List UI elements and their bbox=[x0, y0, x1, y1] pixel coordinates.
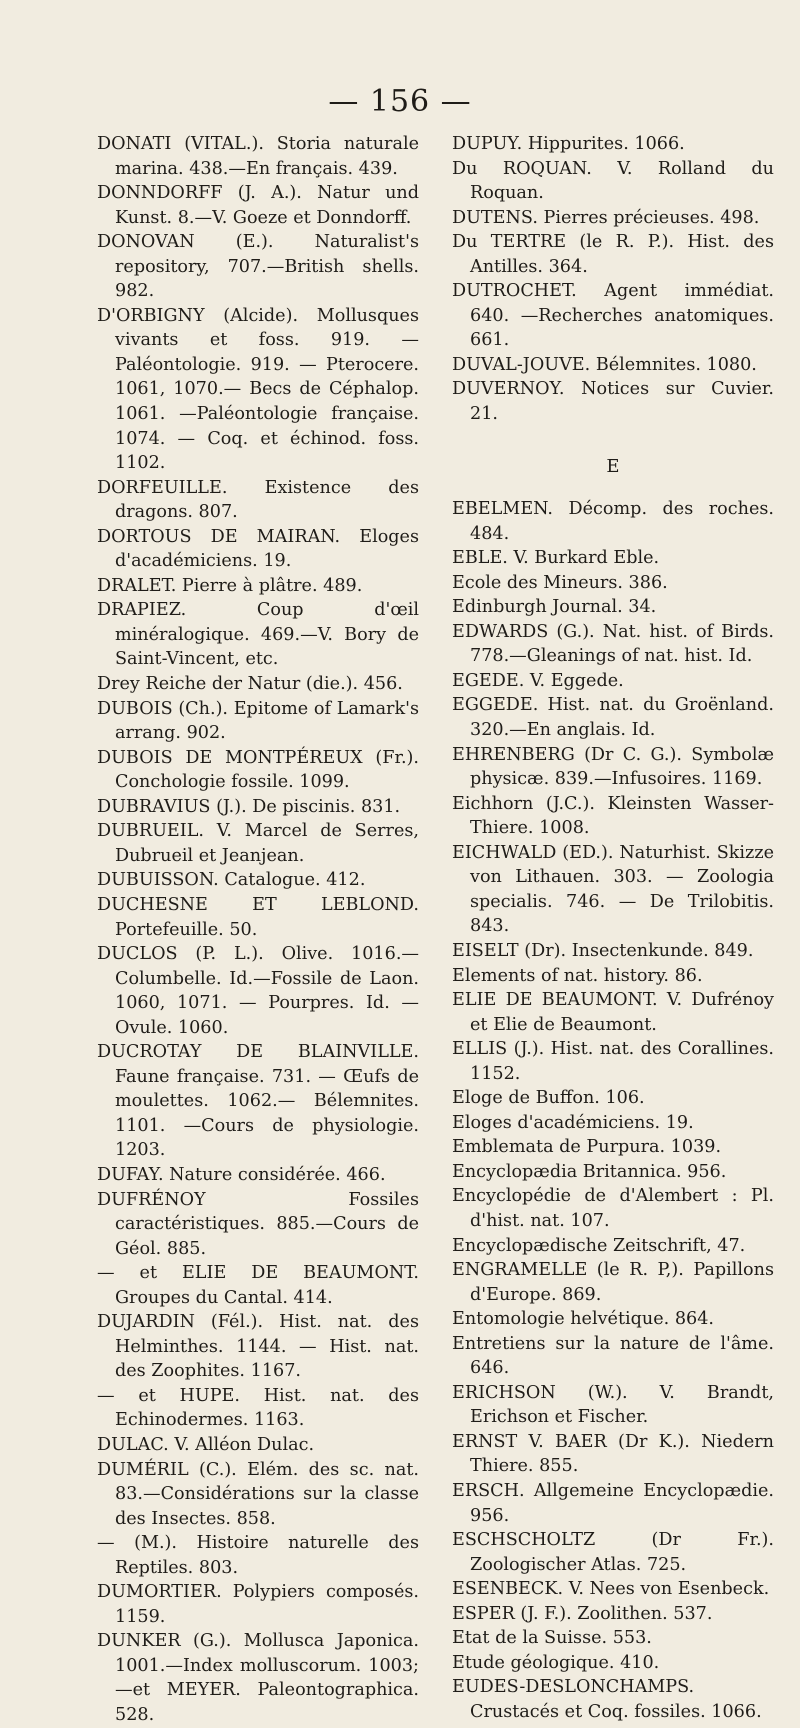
index-entry: ENGRAMELLE (le R. P,). Papillons d'Europe. 869. bbox=[452, 1260, 774, 1305]
index-entry: Eloge de Buffon. 106. bbox=[452, 1088, 645, 1109]
right-column bbox=[452, 132, 774, 1724]
index-entry: EHRENBERG (Dr C. G.). Symbolæ physicæ. 839.—Infusoires. 1169. bbox=[452, 744, 774, 790]
left-column bbox=[97, 132, 419, 1728]
index-entry: DUNKER (G.). Mollusca Japonica. 1001.—Index molluscorum. 1003; —et MEYER. Paleontographica. 528. bbox=[97, 1631, 419, 1725]
index-entry: ERSCH. Allgemeine Encyclopædie. 956. bbox=[452, 1480, 774, 1526]
index-entry: DUMORTIER. Polypiers composés. 1159. bbox=[97, 1582, 419, 1627]
index-entry: EGEDE. V. Eggede. bbox=[452, 670, 624, 691]
index-entry: DUBRUEIL. V. Marcel de Serres, Dubrueil et Jeanjean. bbox=[97, 821, 419, 866]
index-entry: Etat de la Suisse. 553. bbox=[452, 1628, 652, 1649]
index-entry: DUBUISSON. Catalogue. 412. bbox=[97, 870, 366, 891]
index-entry: DUBRAVIUS (J.). De piscinis. 831. bbox=[97, 796, 401, 817]
index-entry: Edinburgh Journal. 34. bbox=[452, 597, 657, 618]
right-column-d-entries bbox=[452, 132, 774, 427]
index-entry: DRAPIEZ. Coup d'œil minéralogique. 469.—V. Bory de Saint-Vincent, etc. bbox=[97, 600, 419, 670]
index-entry: DORFEUILLE. Existence des dragons. 807. bbox=[97, 477, 419, 523]
index-entry: Du ROQUAN. V. Rolland du Roquan. bbox=[452, 158, 774, 204]
page-number: — 156 — bbox=[328, 84, 472, 119]
index-entry: ESENBECK. V. Nees von Esenbeck. bbox=[452, 1579, 770, 1600]
index-entry: DORTOUS DE MAIRAN. Eloges d'académiciens. 19. bbox=[97, 526, 419, 572]
index-entry: DUTROCHET. Agent immédiat. 640. —Recherches anatomiques. 661. bbox=[452, 281, 774, 351]
index-entry: ESPER (J. F.). Zoolithen. 537. bbox=[452, 1603, 713, 1624]
index-entry: DUPUY. Hippurites. 1066. bbox=[452, 134, 685, 154]
index-entry: DUBOIS (Ch.). Epitome of Lamark's arrang. 902. bbox=[97, 698, 419, 744]
index-entry: Etude géologique. 410. bbox=[452, 1652, 660, 1673]
index-entry: Eichhorn (J.C.). Kleinsten Wasser-Thiere. 1008. bbox=[452, 793, 774, 839]
index-entry: DUVERNOY. Notices sur Cuvier. 21. bbox=[452, 379, 774, 425]
index-entry: DUBOIS DE MONTPÉREUX (Fr.). Conchologie fossile. 1099. bbox=[97, 747, 419, 793]
index-entry: — (M.). Histoire naturelle des Reptiles. 803. bbox=[97, 1533, 419, 1578]
index-entry: DONATI (VITAL.). Storia naturale marina. 438.—En français. 439. bbox=[97, 134, 419, 179]
index-entry: EBELMEN. Décomp. des roches. 484. bbox=[452, 499, 774, 544]
index-entry: ELIE DE BEAUMONT. V. Dufrénoy et Elie de Beaumont. bbox=[452, 990, 774, 1035]
index-entry: DONNDORFF (J. A.). Natur und Kunst. 8.—V. Goeze et Donndorff. bbox=[97, 183, 419, 228]
index-entry: DUTENS. Pierres précieuses. 498. bbox=[452, 207, 760, 228]
index-entry: Elements of nat. history. 86. bbox=[452, 965, 703, 986]
index-entry: Drey Reiche der Natur (die.). 456. bbox=[97, 674, 403, 695]
index-entry: Emblemata de Purpura. 1039. bbox=[452, 1137, 722, 1158]
index-entry: EICHWALD (ED.). Naturhist. Skizze von Lithauen. 303. — Zoologia specialis. 746. — De Trilobitis. 843. bbox=[452, 842, 774, 937]
index-entry: Entretiens sur la nature de l'âme. 646. bbox=[452, 1333, 774, 1379]
index-entry: Du TERTRE (le R. P.). Hist. des Antilles. 364. bbox=[452, 232, 774, 277]
section-letter-e: E bbox=[606, 455, 620, 477]
index-entry: DUFAY. Nature considérée. 466. bbox=[97, 1164, 386, 1185]
index-entry: Encyclopædia Britannica. 956. bbox=[452, 1161, 727, 1182]
index-entry: EDWARDS (G.). Nat. hist. of Birds. 778.—Gleanings of nat. hist. Id. bbox=[452, 621, 774, 667]
index-entry: D'ORBIGNY (Alcide). Mollusques vivants et foss. 919. — Paléontologie. 919. — Pterocere. 1061, 1070.— Becs de Céphalop. 1061. —Paléontologie française. 1074. — Coq. et échinod. foss. 1102. bbox=[97, 305, 419, 474]
index-entry: DUFRÉNOY Fossiles caractéristiques. 885.—Cours de Géol. 885. bbox=[97, 1189, 419, 1259]
index-entry: Encyclopædische Zeitschrift, 47. bbox=[452, 1235, 746, 1256]
index-entry: DUCHESNE ET LEBLOND. Portefeuille. 50. bbox=[97, 894, 419, 940]
index-entry: ERNST V. BAER (Dr K.). Niedern Thiere. 855. bbox=[452, 1431, 774, 1477]
index-entry: DUCLOS (P. L.). Olive. 1016.—Columbelle. Id.—Fossile de Laon. 1060, 1071. — Pourpres. Id. — Ovule. 1060. bbox=[97, 944, 419, 1038]
index-entry: EBLE. V. Burkard Eble. bbox=[452, 548, 660, 569]
index-entry: DUMÉRIL (C.). Elém. des sc. nat. 83.—Considérations sur la classe des Insectes. 858. bbox=[97, 1459, 419, 1529]
index-entry: Encyclopédie de d'Alembert : Pl. d'hist. nat. 107. bbox=[452, 1186, 774, 1231]
index-entry: DUVAL-JOUVE. Bélemnites. 1080. bbox=[452, 354, 757, 375]
index-entry: DUCROTAY DE BLAINVILLE. Faune française. 731. — Œufs de moulettes. 1062.— Bélemnites. 1101. —Cours de physiologie. 1203. bbox=[97, 1042, 419, 1161]
index-entry: DONOVAN (E.). Naturalist's repository, 707.—British shells. 982. bbox=[97, 232, 419, 302]
index-entry: Ecole des Mineurs. 386. bbox=[452, 572, 668, 593]
index-entry: ELLIS (J.). Hist. nat. des Corallines. 1152. bbox=[452, 1039, 774, 1084]
index-entry: — et ELIE DE BEAUMONT. Groupes du Cantal. 414. bbox=[97, 1263, 419, 1308]
index-entry: ERICHSON (W.). V. Brandt, Erichson et Fischer. bbox=[452, 1382, 774, 1428]
index-entry: — et HUPE. Hist. nat. des Echinodermes. 1163. bbox=[97, 1385, 419, 1431]
index-entry: ESCHSCHOLTZ (Dr Fr.). Zoologischer Atlas. 725. bbox=[452, 1530, 774, 1575]
index-entry: DUJARDIN (Fél.). Hist. nat. des Helminthes. 1144. — Hist. nat. des Zoophites. 1167. bbox=[97, 1312, 419, 1382]
index-entry: Eloges d'académiciens. 19. bbox=[452, 1112, 694, 1133]
index-entry: EUDES-DESLONCHAMPS. Crustacés et Coq. fossiles. 1066. bbox=[452, 1677, 762, 1722]
index-entry: EISELT (Dr). Insectenkunde. 849. bbox=[452, 940, 754, 961]
index-entry: EGGEDE. Hist. nat. du Groënland. 320.—En anglais. Id. bbox=[452, 695, 774, 741]
index-entry: DRALET. Pierre à plâtre. 489. bbox=[97, 575, 363, 596]
index-entry: Entomologie helvétique. 864. bbox=[452, 1309, 715, 1330]
right-column-e-entries bbox=[452, 497, 774, 1724]
index-entry: DULAC. V. Alléon Dulac. bbox=[97, 1434, 315, 1455]
